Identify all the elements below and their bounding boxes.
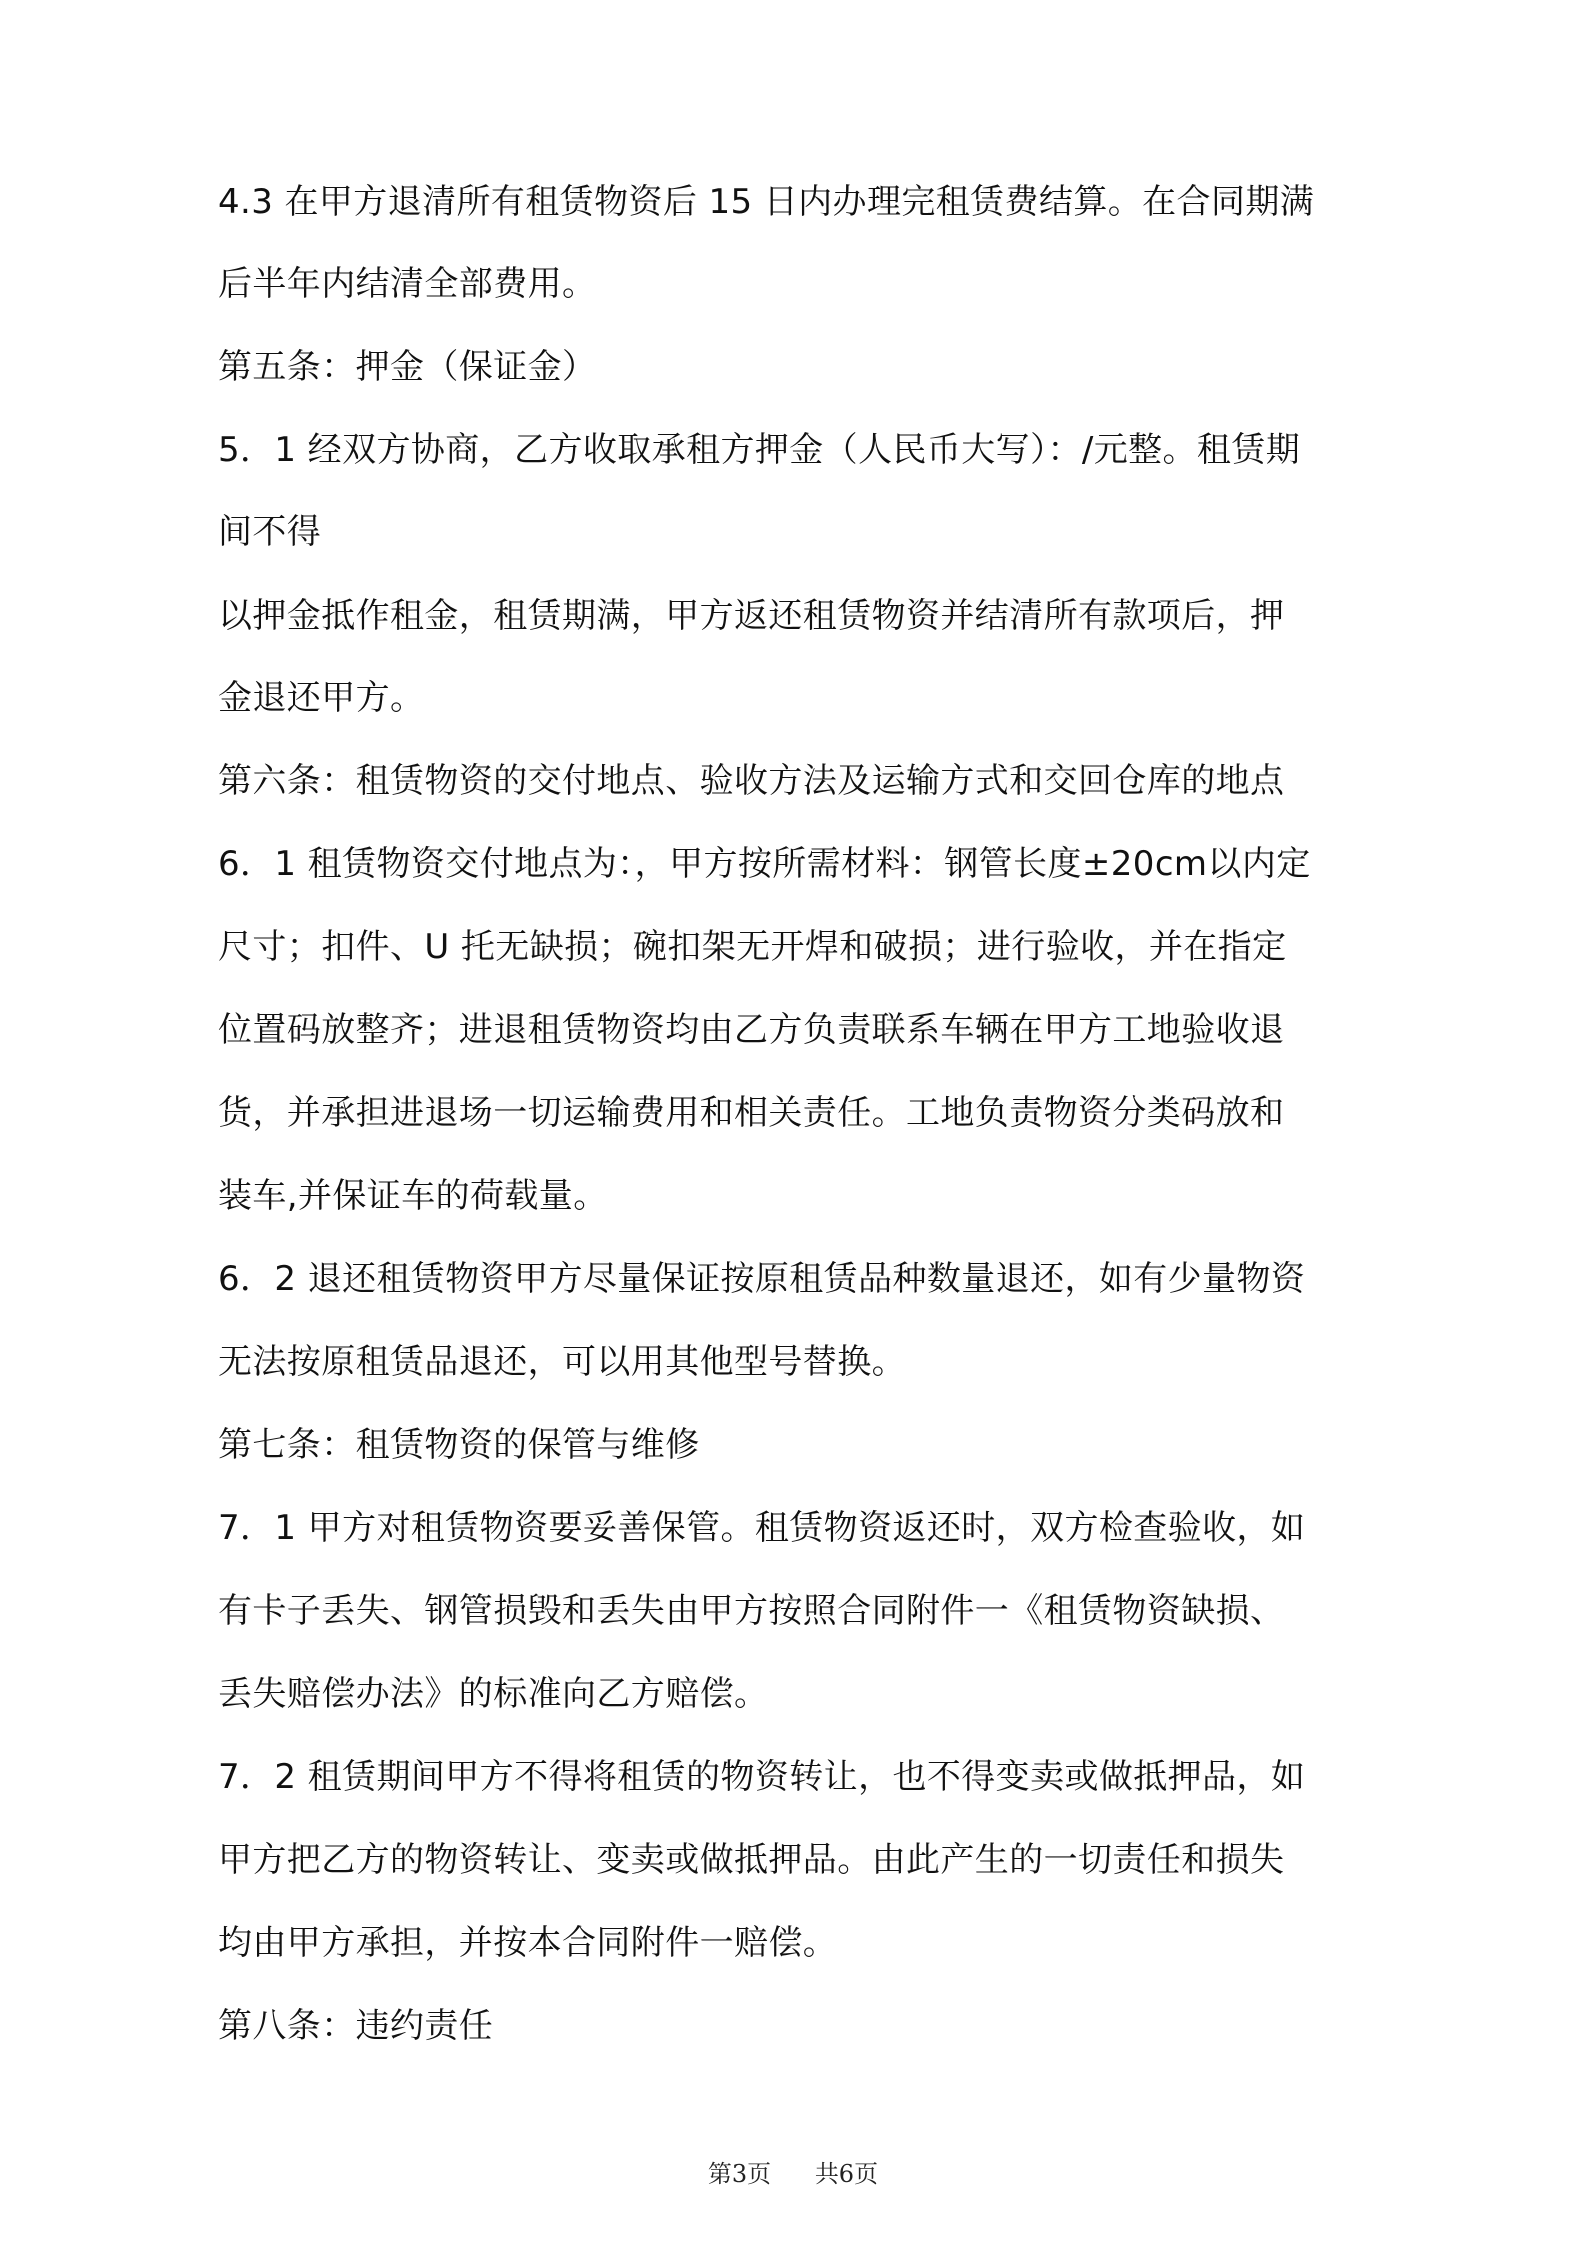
page-number: 第3页 [707, 2160, 772, 2188]
section-heading: 第六条：租赁物资的交付地点、验收方法及运输方式和交回仓库的地点 [218, 761, 1285, 801]
text-line: 7．1 甲方对租赁物资要妥善保管。租赁物资返还时，双方检查验收，如 [218, 1508, 1306, 1548]
section-heading: 第七条：租赁物资的保管与维修 [218, 1425, 700, 1465]
section-heading: 第五条：押金（保证金） [218, 347, 597, 387]
text-line: 以押金抵作租金，租赁期满，甲方返还租赁物资并结清所有款项后，押 [218, 596, 1285, 636]
text-line: 6．2 退还租赁物资甲方尽量保证按原租赁品种数量退还，如有少量物资 [218, 1259, 1306, 1299]
text-line: 金退还甲方。 [218, 678, 425, 718]
text-line: 均由甲方承担，并按本合同附件一赔偿。 [218, 1923, 838, 1963]
text-line: 6．1 租赁物资交付地点为：，甲方按所需材料：钢管长度±20cm以内定 [218, 844, 1311, 884]
text-line: 后半年内结清全部费用。 [218, 264, 597, 304]
page-footer [0, 2154, 1586, 2189]
text-line: 7．2 租赁期间甲方不得将租赁的物资转让，也不得变卖或做抵押品，如 [218, 1757, 1306, 1797]
text-line: 4.3 在甲方退清所有租赁物资后 15 日内办理完租赁费结算。在合同期满 [218, 182, 1315, 222]
text-line: 5．1 经双方协商，乙方收取承租方押金（人民币大写）：/元整。租赁期 [218, 430, 1301, 470]
text-line: 无法按原租赁品退还，可以用其他型号替换。 [218, 1342, 906, 1382]
section-heading: 第八条：违约责任 [218, 2006, 494, 2046]
text-line: 甲方把乙方的物资转让、变卖或做抵押品。由此产生的一切责任和损失 [218, 1840, 1285, 1880]
text-line: 丢失赔偿办法》的标准向乙方赔偿。 [218, 1674, 769, 1714]
text-line: 尺寸；扣件、U 托无缺损；碗扣架无开焊和破损；进行验收，并在指定 [218, 927, 1287, 967]
page-total: 共6页 [814, 2160, 879, 2188]
text-line: 间不得 [218, 512, 322, 552]
text-line: 装车,并保证车的荷载量。 [218, 1176, 608, 1216]
text-line: 有卡子丢失、钢管损毁和丢失由甲方按照合同附件一《租赁物资缺损、 [218, 1591, 1285, 1631]
text-line: 货，并承担进退场一切运输费用和相关责任。工地负责物资分类码放和 [218, 1093, 1285, 1133]
text-line: 位置码放整齐；进退租赁物资均由乙方负责联系车辆在甲方工地验收退 [218, 1010, 1285, 1050]
